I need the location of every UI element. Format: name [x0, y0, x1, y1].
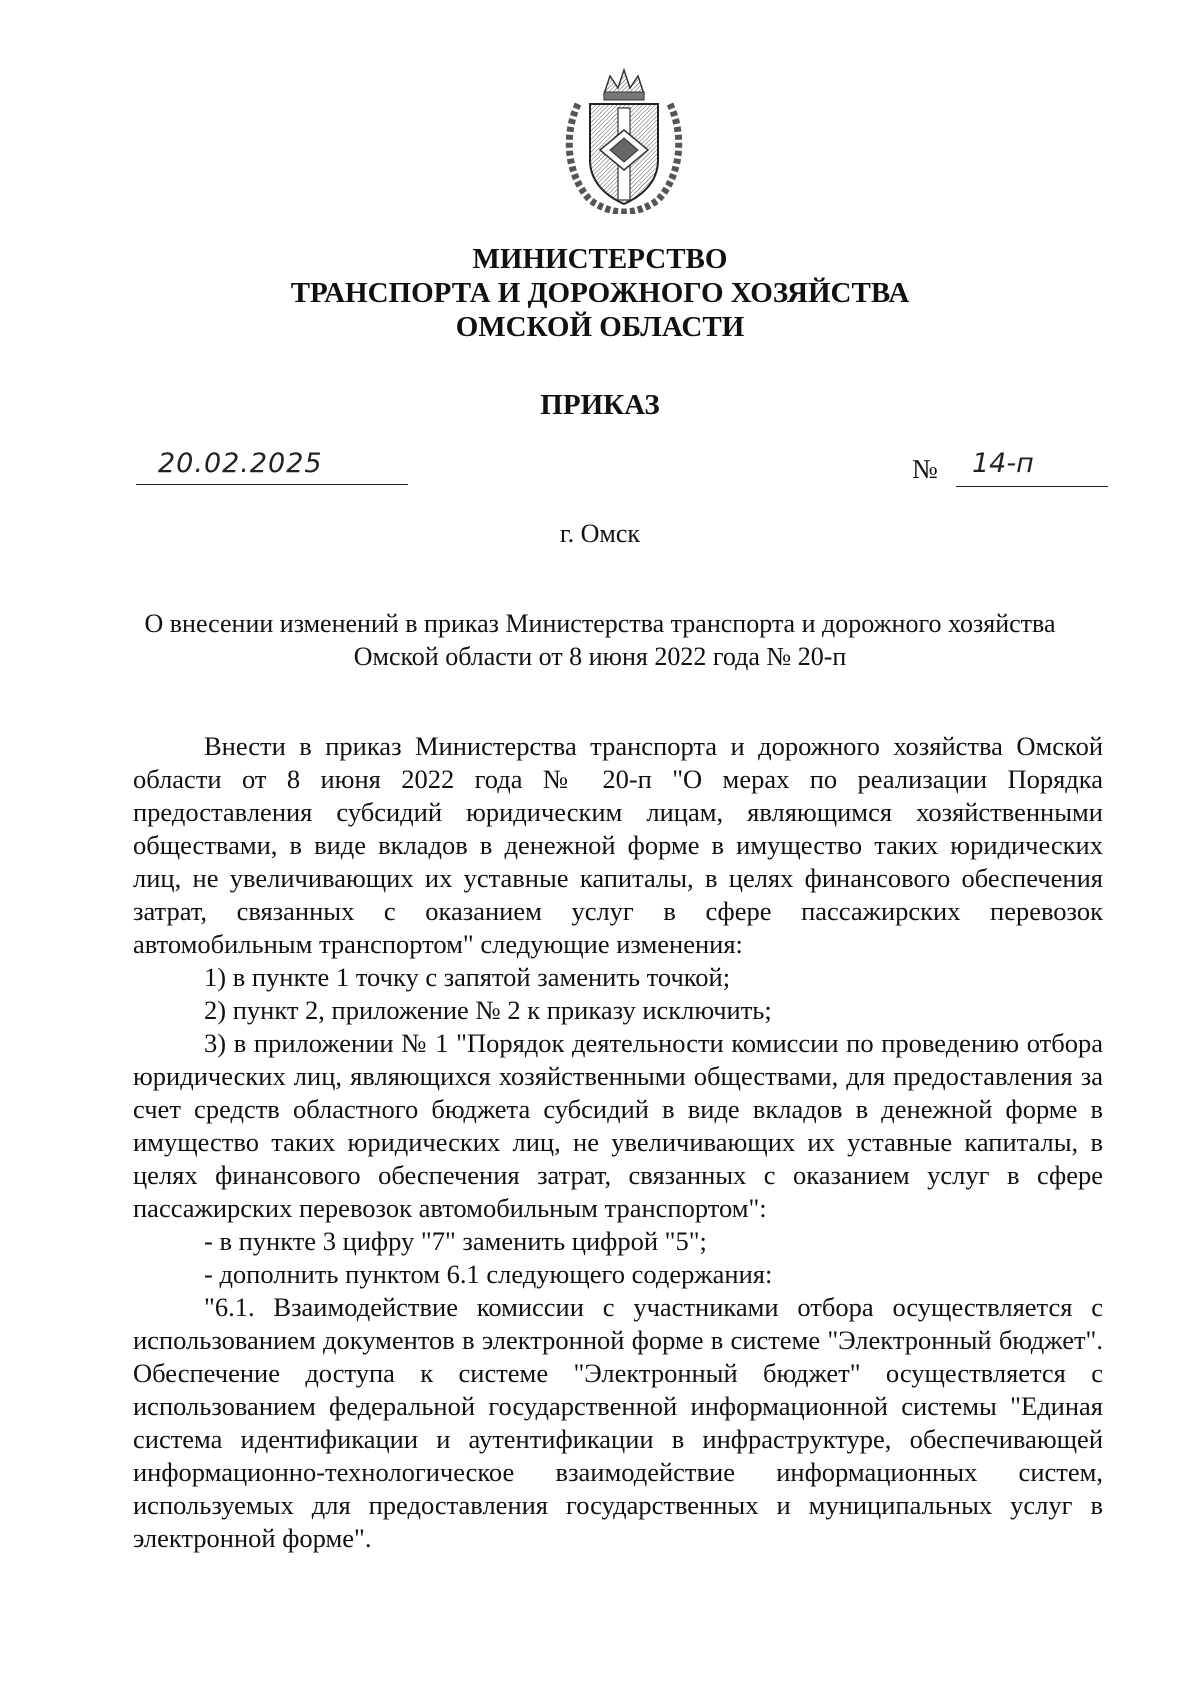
ministry-line-1: МИНИСТЕРСТВО: [472, 243, 728, 275]
handwritten-number: 14-п: [972, 448, 1034, 479]
body-paragraph: - в пункте 3 цифру "7" заменить цифрой "5";: [204, 1226, 707, 1256]
body-paragraph: 1) в пункте 1 точку с запятой заменить точкой;: [204, 962, 731, 992]
city: г. Омск: [559, 519, 641, 548]
order-body: [133, 730, 1103, 1555]
omsk-region-coat-of-arms-icon: [560, 64, 688, 214]
body-paragraph: 3) в приложении № 1 "Порядок деятельности комиссии по проведению отбора юридических лиц, являющихся хозяйственными обществами, для предоставления за счет средств областного бюджета субсидий в виде вкладов в денежной форме в имущество таких юридических лиц, не увеличивающих их уставные капиталы, в целях финансового обеспечения затрат, связанных с оказанием услуг в сфере пассажирских перевозок автомобильным транспортом":: [133, 1028, 1103, 1223]
handwritten-date: 20.02.2025: [158, 448, 323, 479]
number-sign: №: [912, 454, 938, 484]
body-paragraph: 2) пункт 2, приложение № 2 к приказу исключить;: [204, 995, 772, 1025]
order-subject: О внесении изменений в приказ Министерства транспорта и дорожного хозяйства Омской области от 8 июня 2022 года № 20-п: [144, 609, 1056, 671]
body-paragraph: Внести в приказ Министерства транспорта и дорожного хозяйства Омской области от 8 июня 2022 года № 20-п "О мерах по реализации Порядка предоставления субсидий юридическим лицам, являющимся хозяйственными обществами, в виде вкладов в денежной форме в имущество таких юридических лиц, не увеличивающих их уставные капиталы, в целях финансового обеспечения затрат, связанных с оказанием услуг в сфере пассажирских перевозок автомобильным транспортом" следующие изменения:: [133, 731, 1103, 959]
ministry-line-2: ТРАНСПОРТА И ДОРОЖНОГО ХОЗЯЙСТВА: [290, 277, 910, 309]
number-field: [912, 448, 1112, 488]
document-type: ПРИКАЗ: [540, 389, 660, 421]
date-field: [136, 448, 408, 485]
number-line: [956, 448, 1108, 487]
body-paragraph: "6.1. Взаимодействие комиссии с участниками отбора осуществляется с использованием документов в электронной форме в системе "Электронный бюджет". Обеспечение доступа к системе "Электронный бюджет" осуществляется с использованием федеральной государственной информационной системы "Единая система идентификации и аутентификации в инфраструктуре, обеспечивающей информационно-технологическое взаимодействие информационных систем, используемых для предоставления государственных и муниципальных услуг в электронной форме".: [133, 1292, 1103, 1553]
body-paragraph: - дополнить пунктом 6.1 следующего содержания:: [204, 1259, 773, 1289]
ministry-name: [0, 242, 1200, 344]
ministry-line-3: ОМСКОЙ ОБЛАСТИ: [455, 311, 745, 343]
